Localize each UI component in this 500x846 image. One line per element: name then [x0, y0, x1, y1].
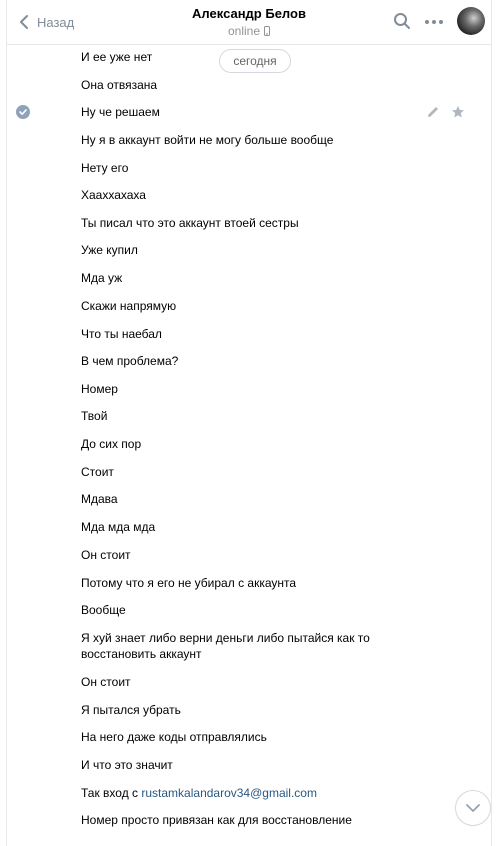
message-text: Он стоит: [81, 675, 131, 689]
search-icon[interactable]: [393, 12, 411, 30]
message-text: Мда мда мда: [81, 520, 156, 534]
message-text: Так вход с: [81, 786, 142, 800]
message-text: восстановить аккаунт: [81, 647, 202, 661]
chevron-down-icon: [466, 804, 480, 812]
message-text: Вообще: [81, 603, 126, 617]
message-text: До сих пор: [81, 437, 142, 451]
message-text: На него даже коды отправлялись: [81, 730, 267, 744]
message-text: Твой: [81, 409, 108, 423]
message-text: Мда уж: [81, 271, 123, 285]
message-with-link: [81, 785, 381, 801]
message-text: Ты писал что это аккаунт втоей сестры: [81, 216, 299, 230]
message-text: Уже купил: [81, 243, 138, 257]
check-circle-icon[interactable]: [16, 105, 30, 119]
message-text: В чем проблема?: [81, 354, 179, 368]
pencil-icon[interactable]: [426, 105, 440, 119]
message-text: Мдава: [81, 492, 118, 506]
mobile-phone-icon: [264, 26, 270, 36]
message-text: И что это значит: [81, 758, 173, 772]
message-text: Стоит: [81, 465, 114, 479]
back-label: Назад: [37, 14, 75, 30]
chat-header: [7, 0, 491, 45]
avatar[interactable]: [457, 7, 485, 35]
message-text: Хааххахаха: [81, 188, 146, 202]
contact-info[interactable]: [7, 6, 491, 40]
chat-window: [6, 0, 492, 846]
contact-status: [228, 23, 270, 39]
message-text: Я пытался убрать: [81, 703, 181, 717]
message-text: Она отвязана: [81, 78, 158, 92]
message-text: Номер: [81, 382, 118, 396]
date-separator: сегодня: [219, 49, 291, 73]
scroll-down-button[interactable]: [455, 790, 491, 826]
message-text: И ее уже нет: [81, 50, 153, 64]
message-text: Нету его: [81, 161, 129, 175]
message-text: Номер просто привязан как для восстановление: [81, 813, 352, 827]
more-dots-icon[interactable]: [424, 19, 444, 25]
status-text: online: [227, 24, 261, 38]
message-text: Я хуй знает либо верни деньги либо пытайся как то: [81, 631, 370, 645]
message-text: Ну я в аккаунт войти не могу больше вообще: [81, 133, 334, 147]
star-icon[interactable]: [451, 105, 465, 119]
contact-name[interactable]: Александр Белов: [192, 6, 306, 21]
message-text: Что ты наебал: [81, 327, 162, 341]
message-text: Потому что я его не убирал с аккаунта: [81, 576, 297, 590]
message-text: Ну че решаем: [81, 105, 160, 119]
message-text: Скажи напрямую: [81, 299, 177, 313]
email-link[interactable]: rustamkalandarov34@gmail.com: [141, 786, 317, 800]
message-text: Он стоит: [81, 548, 131, 562]
